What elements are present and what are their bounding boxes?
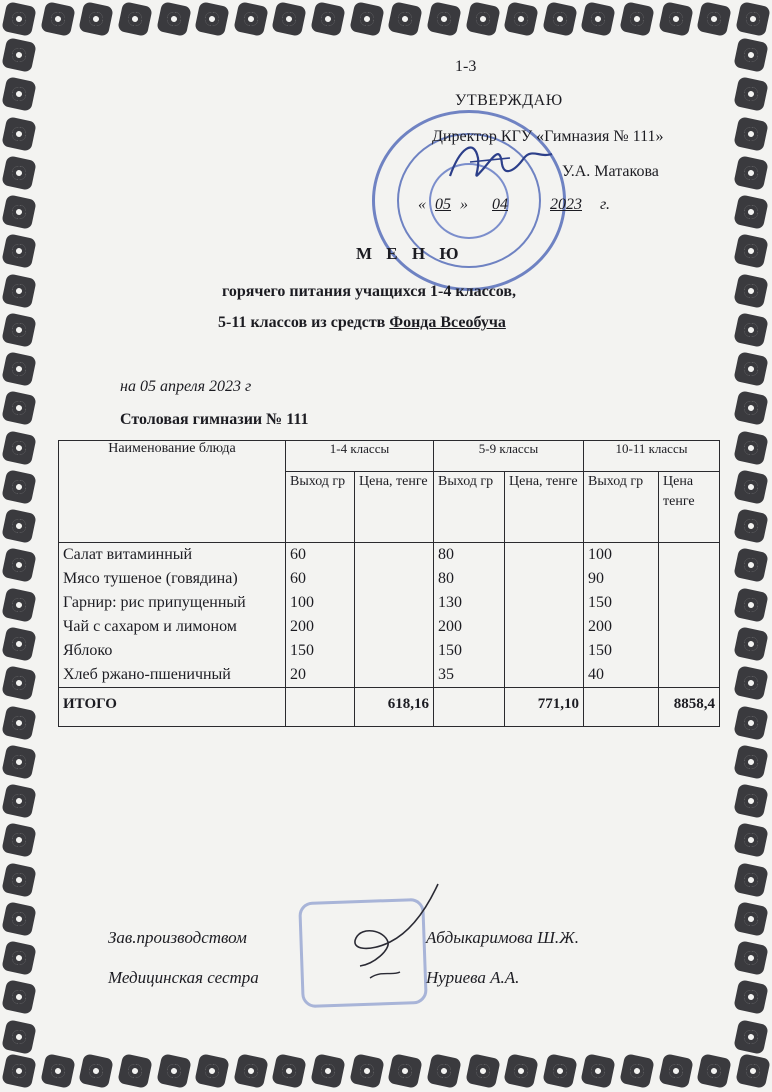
ornament-tile xyxy=(349,1,385,37)
table-row xyxy=(59,591,720,615)
ornament-tile xyxy=(733,234,769,270)
ornament-tile xyxy=(194,1053,230,1089)
ornament-tile xyxy=(387,1053,423,1089)
ornament-tile xyxy=(156,1,192,37)
yield-5-9: 200 xyxy=(434,615,505,639)
dish-name-header: Наименование блюда xyxy=(59,441,286,543)
ornament-tile xyxy=(733,469,769,505)
total-price-1-4: 618,16 xyxy=(355,688,434,727)
ornament-tile xyxy=(733,783,769,819)
ornament-tile xyxy=(733,548,769,584)
yield-10-11: 150 xyxy=(584,591,659,615)
yield-5-9: 35 xyxy=(434,663,505,688)
ornament-tile xyxy=(1,548,37,584)
ornament-tile xyxy=(1,37,37,73)
ornamental-border-right xyxy=(732,36,772,1056)
ornament-tile xyxy=(696,1053,732,1089)
total-price-5-9: 771,10 xyxy=(505,688,584,727)
price-10-11 xyxy=(659,591,720,615)
menu-date: на 05 апреля 2023 г xyxy=(120,378,252,395)
ornament-tile xyxy=(735,1053,771,1089)
ornament-tile xyxy=(1,823,37,859)
ornament-tile xyxy=(1,391,37,427)
group-header-10-11: 10-11 классы xyxy=(584,441,720,472)
ornament-tile xyxy=(1,76,37,112)
ornament-tile xyxy=(1,1,37,37)
ornament-tile xyxy=(1,273,37,309)
ornament-tile xyxy=(542,1,578,37)
ornament-tile xyxy=(426,1053,462,1089)
table-row xyxy=(59,639,720,663)
ornament-tile xyxy=(194,1,230,37)
ornament-tile xyxy=(696,1,732,37)
yield-5-9: 130 xyxy=(434,591,505,615)
date-suffix: г. xyxy=(600,196,611,213)
dish-name: Чай с сахаром и лимоном xyxy=(59,615,286,639)
table-row xyxy=(59,567,720,591)
ornament-tile xyxy=(1,234,37,270)
dish-name: Хлеб ржано-пшеничный xyxy=(59,663,286,688)
ornament-tile xyxy=(1,155,37,191)
sheet-number: 1-3 xyxy=(455,58,477,75)
yield-5-9: 150 xyxy=(434,639,505,663)
ornament-tile xyxy=(1,705,37,741)
ornamental-border-left xyxy=(0,36,40,1056)
ornament-tile xyxy=(1,744,37,780)
price-1-4 xyxy=(355,543,434,568)
ornament-tile xyxy=(733,194,769,230)
production-head-name: Абдыкаримова Ш.Ж. xyxy=(426,928,579,947)
price-10-11 xyxy=(659,543,720,568)
director-line: Директор КГУ «Гимназия № 111» xyxy=(432,128,664,145)
price-1-4 xyxy=(355,639,434,663)
table-row xyxy=(59,615,720,639)
document-title: М Е Н Ю xyxy=(356,244,464,263)
ornament-tile xyxy=(542,1053,578,1089)
ornament-tile xyxy=(733,116,769,152)
ornament-tile xyxy=(733,391,769,427)
ornament-tile xyxy=(1,1019,37,1055)
ornament-tile xyxy=(78,1053,114,1089)
ornament-tile xyxy=(117,1053,153,1089)
ornament-tile xyxy=(733,705,769,741)
table-row xyxy=(59,543,720,568)
total-price-10-11: 8858,4 xyxy=(659,688,720,727)
fund-name: Фонда Всеобуча xyxy=(389,314,506,331)
director-name: У.А. Матакова xyxy=(562,163,659,180)
ornament-tile xyxy=(733,1019,769,1055)
ornament-tile xyxy=(117,1,153,37)
ornament-tile xyxy=(503,1,539,37)
sub-header-yield: Выход гр xyxy=(286,472,355,543)
ornament-tile xyxy=(733,980,769,1016)
ornament-tile xyxy=(733,626,769,662)
ornament-tile xyxy=(503,1053,539,1089)
yield-10-11: 150 xyxy=(584,639,659,663)
ornament-tile xyxy=(581,1,617,37)
dish-name: Салат витаминный xyxy=(59,543,286,568)
price-5-9 xyxy=(505,591,584,615)
ornament-tile xyxy=(733,351,769,387)
ornamental-border-top xyxy=(0,0,772,40)
ornament-tile xyxy=(233,1053,269,1089)
ornament-tile xyxy=(1,626,37,662)
canteen-name: Столовая гимназии № 111 xyxy=(120,411,309,428)
nurse-name: Нуриева А.А. xyxy=(426,968,520,987)
total-yield-10-11 xyxy=(584,688,659,727)
production-head-role: Зав.производством xyxy=(108,928,247,947)
ornament-tile xyxy=(1,1053,37,1089)
total-label: ИТОГО xyxy=(59,688,286,727)
ornament-tile xyxy=(465,1053,501,1089)
ornament-tile xyxy=(733,744,769,780)
ornament-tile xyxy=(156,1053,192,1089)
ornament-tile xyxy=(387,1,423,37)
price-5-9 xyxy=(505,639,584,663)
yield-1-4: 60 xyxy=(286,543,355,568)
ornament-tile xyxy=(733,862,769,898)
ornament-tile xyxy=(733,76,769,112)
ornament-tile xyxy=(1,665,37,701)
ornament-tile xyxy=(658,1,694,37)
sub-header-price: Цена тенге xyxy=(659,472,720,543)
ornament-tile xyxy=(733,155,769,191)
ornament-tile xyxy=(733,587,769,623)
ornament-tile xyxy=(733,901,769,937)
yield-1-4: 150 xyxy=(286,639,355,663)
price-1-4 xyxy=(355,663,434,688)
approval-date xyxy=(418,196,610,214)
ornament-tile xyxy=(1,312,37,348)
yield-5-9: 80 xyxy=(434,543,505,568)
yield-10-11: 200 xyxy=(584,615,659,639)
ornament-tile xyxy=(465,1,501,37)
yield-1-4: 20 xyxy=(286,663,355,688)
total-row xyxy=(59,688,720,727)
ornament-tile xyxy=(1,430,37,466)
ornament-tile xyxy=(735,1,771,37)
subtitle-prefix: 5-11 классов из средств xyxy=(218,314,390,331)
ornament-tile xyxy=(733,430,769,466)
ornament-tile xyxy=(40,1,76,37)
sub-header-yield: Выход гр xyxy=(434,472,505,543)
price-5-9 xyxy=(505,663,584,688)
ornament-tile xyxy=(1,587,37,623)
sub-header-price: Цена, тенге xyxy=(355,472,434,543)
sub-header-yield: Выход гр xyxy=(584,472,659,543)
ornament-tile xyxy=(733,823,769,859)
ornament-tile xyxy=(233,1,269,37)
table-row xyxy=(59,663,720,688)
ornament-tile xyxy=(1,862,37,898)
ornamental-border-bottom xyxy=(0,1052,772,1092)
yield-10-11: 90 xyxy=(584,567,659,591)
yield-1-4: 100 xyxy=(286,591,355,615)
ornament-tile xyxy=(1,194,37,230)
price-5-9 xyxy=(505,615,584,639)
total-yield-1-4 xyxy=(286,688,355,727)
ornament-tile xyxy=(1,508,37,544)
total-yield-5-9 xyxy=(434,688,505,727)
ornament-tile xyxy=(733,940,769,976)
price-5-9 xyxy=(505,567,584,591)
ornament-tile xyxy=(310,1,346,37)
date-year: 2023 xyxy=(550,196,582,213)
price-10-11 xyxy=(659,663,720,688)
ornament-tile xyxy=(733,273,769,309)
price-1-4 xyxy=(355,567,434,591)
ornament-tile xyxy=(78,1,114,37)
ornament-tile xyxy=(349,1053,385,1089)
sub-header-price: Цена, тенге xyxy=(505,472,584,543)
price-10-11 xyxy=(659,567,720,591)
ornament-tile xyxy=(733,312,769,348)
date-month: 04 xyxy=(492,196,508,213)
ornament-tile xyxy=(733,37,769,73)
yield-10-11: 100 xyxy=(584,543,659,568)
price-1-4 xyxy=(355,615,434,639)
subtitle-line-2 xyxy=(218,314,506,332)
ornament-tile xyxy=(1,783,37,819)
yield-5-9: 80 xyxy=(434,567,505,591)
ornament-tile xyxy=(619,1,655,37)
date-quote-open: « xyxy=(418,196,426,213)
approve-label: УТВЕРЖДАЮ xyxy=(455,92,563,109)
ornament-tile xyxy=(581,1053,617,1089)
dish-name: Гарнир: рис припущенный xyxy=(59,591,286,615)
ornament-tile xyxy=(1,116,37,152)
group-header-1-4: 1-4 классы xyxy=(286,441,434,472)
ornament-tile xyxy=(272,1,308,37)
yield-10-11: 40 xyxy=(584,663,659,688)
date-quote-close: » xyxy=(460,196,468,213)
date-day: 05 xyxy=(435,196,451,213)
price-5-9 xyxy=(505,543,584,568)
ornament-tile xyxy=(1,351,37,387)
group-header-5-9: 5-9 классы xyxy=(434,441,584,472)
price-1-4 xyxy=(355,591,434,615)
ornament-tile xyxy=(733,508,769,544)
nurse-role: Медицинская сестра xyxy=(108,968,259,987)
ornament-tile xyxy=(426,1,462,37)
menu-table xyxy=(58,440,720,727)
dish-name: Мясо тушеное (говядина) xyxy=(59,567,286,591)
subtitle-line-1: горячего питания учащихся 1-4 классов, xyxy=(222,283,517,300)
ornament-tile xyxy=(619,1053,655,1089)
yield-1-4: 60 xyxy=(286,567,355,591)
ornament-tile xyxy=(1,469,37,505)
ornament-tile xyxy=(1,901,37,937)
ornament-tile xyxy=(658,1053,694,1089)
ornament-tile xyxy=(310,1053,346,1089)
ornament-tile xyxy=(1,940,37,976)
ornament-tile xyxy=(272,1053,308,1089)
ornament-tile xyxy=(1,980,37,1016)
ornament-tile xyxy=(733,665,769,701)
price-10-11 xyxy=(659,639,720,663)
yield-1-4: 200 xyxy=(286,615,355,639)
price-10-11 xyxy=(659,615,720,639)
ornament-tile xyxy=(40,1053,76,1089)
dish-name: Яблоко xyxy=(59,639,286,663)
